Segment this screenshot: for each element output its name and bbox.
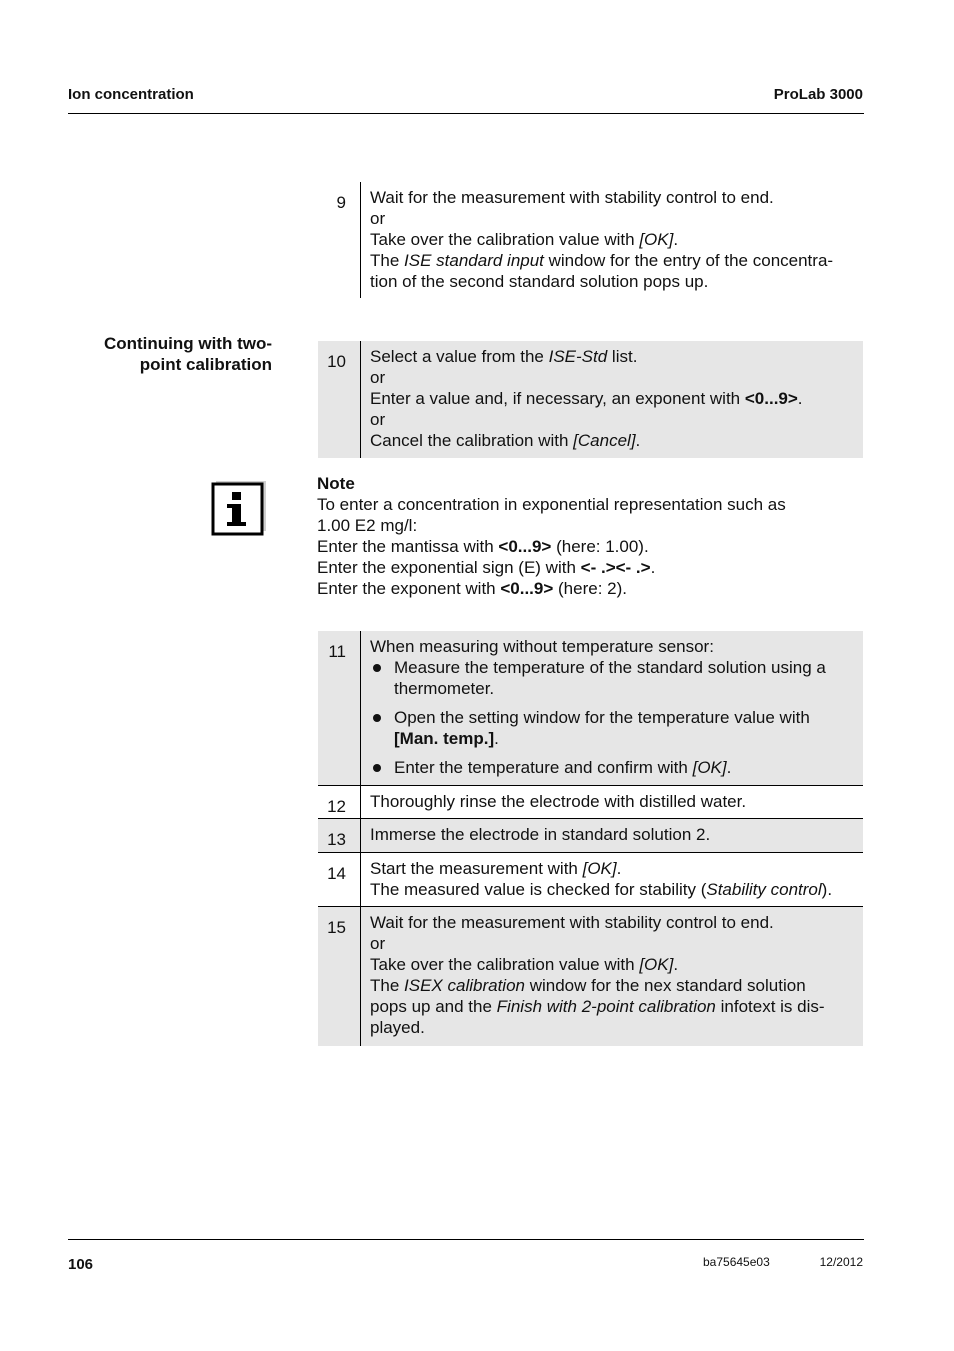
running-header-product: ProLab 3000 xyxy=(773,86,863,103)
step-line: Cancel the calibration with [Cancel]. xyxy=(370,431,641,450)
step-number: 12 xyxy=(318,786,361,819)
bullet-icon xyxy=(373,714,381,722)
step-number: 9 xyxy=(318,182,361,298)
side-heading-line: point calibration xyxy=(139,355,272,374)
step-text xyxy=(361,341,863,458)
step-14 xyxy=(318,852,863,907)
side-heading-line: Continuing with two- xyxy=(103,334,272,353)
step-line: pops up and the Finish with 2-point calibration infotext is dis- xyxy=(370,997,825,1016)
step-line: Enter a value and, if necessary, an exponent with <0...9>. xyxy=(370,389,803,408)
note-title: Note xyxy=(317,474,355,493)
step-text xyxy=(361,786,863,819)
side-heading xyxy=(104,333,272,375)
page-number: 106 xyxy=(68,1256,94,1273)
step-12 xyxy=(318,785,863,819)
note-line: 1.00 E2 mg/l: xyxy=(317,516,418,535)
step-text xyxy=(361,853,863,907)
step-line: The ISE standard input window for the entry of the concentra- xyxy=(370,251,834,270)
header-rule xyxy=(68,113,864,114)
step-line: Wait for the measurement with stability control to end. xyxy=(370,913,774,932)
document-id: ba75645e03 xyxy=(703,1255,770,1269)
step-line: or xyxy=(370,209,386,228)
step-line: tion of the second standard solution pops up. xyxy=(370,272,709,291)
step-9 xyxy=(318,182,863,298)
document-date: 12/2012 xyxy=(819,1255,863,1269)
running-header-title: Ion concentration xyxy=(68,86,194,103)
step-number: 10 xyxy=(318,341,361,458)
step-text xyxy=(361,907,863,1046)
step-line: The measured value is checked for stability (Stability control). xyxy=(370,880,833,899)
info-icon xyxy=(211,481,267,542)
step-number: 14 xyxy=(318,853,361,907)
step-number: 13 xyxy=(318,819,361,853)
step-line: played. xyxy=(370,1018,425,1037)
step-line: Wait for the measurement with stability control to end. xyxy=(370,188,774,207)
step-line: The ISEX calibration window for the nex standard solution xyxy=(370,976,806,995)
bullet-icon xyxy=(373,664,381,672)
footer-rule xyxy=(68,1239,864,1240)
step-line: Thoroughly rinse the electrode with distilled water. xyxy=(370,792,747,811)
step-line: Select a value from the ISE-Std list. xyxy=(370,347,638,366)
bullet-icon xyxy=(373,764,381,772)
bullet-item: Measure the temperature of the standard solution using a thermometer. xyxy=(370,657,855,699)
step-text xyxy=(361,631,863,785)
step-text xyxy=(361,182,863,298)
step-line: or xyxy=(370,368,386,387)
step-line: Take over the calibration value with [OK]. xyxy=(370,955,679,974)
note-line: Enter the exponential sign (E) with <- .><- .>. xyxy=(317,558,656,577)
step-line: When measuring without temperature sensor: xyxy=(370,637,714,656)
note-line: Enter the exponent with <0...9> (here: 2). xyxy=(317,579,627,598)
step-line: Take over the calibration value with [OK]. xyxy=(370,230,679,249)
step-line: Immerse the electrode in standard solution 2. xyxy=(370,825,711,844)
step-10 xyxy=(318,341,863,458)
step-13 xyxy=(318,818,863,853)
bullet-item: Open the setting window for the temperature value with [Man. temp.]. xyxy=(370,707,855,749)
step-number: 11 xyxy=(318,631,361,785)
step-11 xyxy=(318,631,863,785)
note-line: Enter the mantissa with <0...9> (here: 1.00). xyxy=(317,537,649,556)
note-block xyxy=(317,473,786,599)
note-line: To enter a concentration in exponential representation such as xyxy=(317,495,786,514)
step-number: 15 xyxy=(318,907,361,1046)
step-15 xyxy=(318,906,863,1046)
step-text xyxy=(361,819,863,853)
step-line: Start the measurement with [OK]. xyxy=(370,859,622,878)
bullet-item: Enter the temperature and confirm with [OK]. xyxy=(370,757,855,778)
step-line: or xyxy=(370,934,386,953)
step-line: or xyxy=(370,410,386,429)
